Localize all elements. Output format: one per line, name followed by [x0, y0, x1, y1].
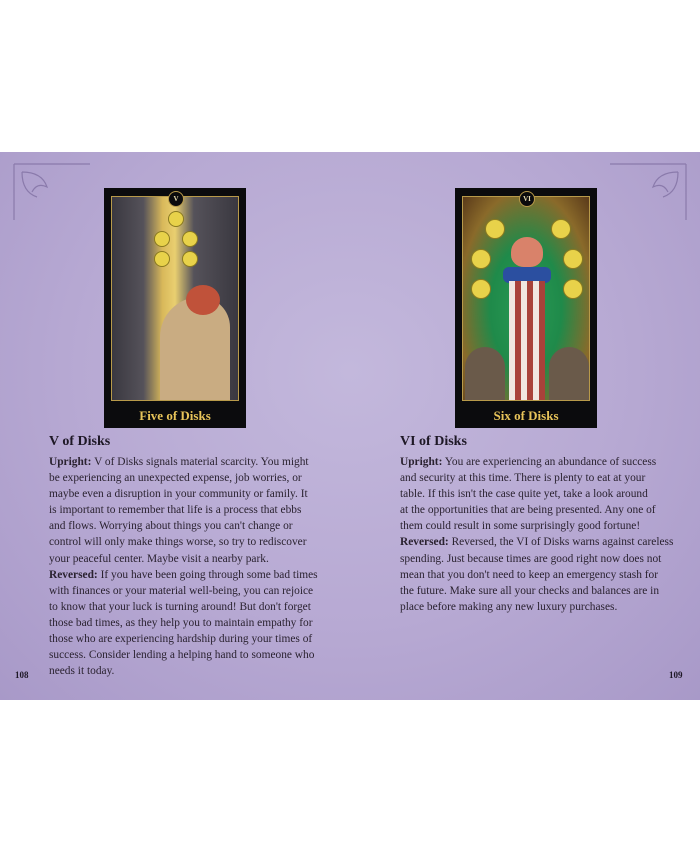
section-heading: VI of Disks: [400, 434, 467, 449]
kneeling-figure: [549, 347, 589, 401]
section-heading: V of Disks: [49, 434, 111, 449]
text-line: those bad times, as they help you to maintain empathy for: [49, 616, 313, 629]
pentacle-icon: [551, 219, 571, 239]
text-line: place before making any new luxury purchases.: [400, 600, 618, 613]
pentacle-icon: [563, 249, 583, 269]
text-line: table. If this isn't the case quite yet, take a look around: [400, 488, 648, 501]
corner-ornament-icon: [12, 162, 92, 222]
card-illustration: [462, 196, 590, 401]
card-numeral: VI: [519, 191, 535, 207]
text-line: success. Consider lending a helping hand to someone who: [49, 649, 315, 662]
tarot-card-five-of-disks: [104, 188, 246, 428]
right-page-text: [400, 434, 674, 615]
left-page-text: [49, 434, 318, 679]
figure-hair: [511, 237, 543, 267]
pentacle-icon: [485, 219, 505, 239]
text-line: at the opportunities that are being presented. Any one of: [400, 504, 656, 517]
kneeling-figure: [465, 347, 505, 401]
reversed-label: Reversed:: [400, 536, 449, 549]
text-line: be experiencing an unexpected expense, job worries, or: [49, 472, 302, 485]
pentacle-icon: [471, 279, 491, 299]
text-span: You are experiencing an abundance of success: [444, 456, 657, 468]
text-span: V of Disks signals material scarcity. You might: [94, 456, 309, 468]
page-number-right: 109: [669, 670, 683, 680]
pentacle-icon: [563, 279, 583, 299]
text-line: control will only make things worse, so try to rediscover: [49, 536, 307, 549]
text-span: If you have been going through some bad times: [100, 568, 318, 581]
figure-hair: [186, 285, 220, 315]
card-numeral: V: [168, 191, 184, 207]
text-line: [400, 534, 674, 550]
pentacle-icon: [182, 251, 198, 267]
text-line: maybe even a disruption in your community or family. It: [49, 488, 308, 501]
text-line: [400, 454, 660, 470]
text-line: needs it today.: [49, 665, 115, 678]
page-number-left: 108: [15, 670, 29, 680]
text-line: is important to remember that life is a process that ebbs: [49, 504, 302, 517]
text-line: to know that your luck is turning around! But don't forget: [49, 600, 311, 613]
pentacle-icon: [154, 251, 170, 267]
pentacle-icon: [182, 231, 198, 247]
text-line: the future. Make sure all your checks and balances are in: [400, 584, 660, 597]
corner-ornament-icon: [608, 162, 688, 222]
text-line: [49, 454, 309, 470]
figure-robe: [509, 281, 545, 401]
text-line: and flows. Worrying about things you can't change or: [49, 520, 293, 533]
text-span: Reversed, the VI of Disks warns against careless: [451, 536, 674, 549]
card-title: Five of Disks: [139, 408, 211, 423]
book-spread: [0, 152, 700, 700]
pentacle-icon: [154, 231, 170, 247]
upright-label: Upright:: [49, 456, 92, 468]
text-line: with finances or your material well-being, you can rejoice: [49, 584, 314, 597]
text-line: them could result in some surprisingly good fortune!: [400, 520, 641, 533]
card-illustration: [111, 196, 239, 401]
tarot-card-six-of-disks: [455, 188, 597, 428]
card-title: Six of Disks: [493, 408, 559, 423]
text-line: those who are experiencing hardship during your times of: [49, 633, 313, 646]
text-line: your peaceful center. Maybe visit a nearby park.: [49, 552, 269, 565]
pentacle-icon: [168, 211, 184, 227]
pentacle-icon: [471, 249, 491, 269]
text-line: mean that you don't need to keep an emergency stash for: [400, 568, 659, 581]
text-line: and security at this time. There is plenty to eat at your: [400, 472, 646, 485]
text-line: spending. Just because times are good right now does not: [400, 552, 662, 565]
text-line: [49, 567, 318, 583]
upright-label: Upright:: [400, 456, 443, 468]
reversed-label: Reversed:: [49, 568, 98, 581]
